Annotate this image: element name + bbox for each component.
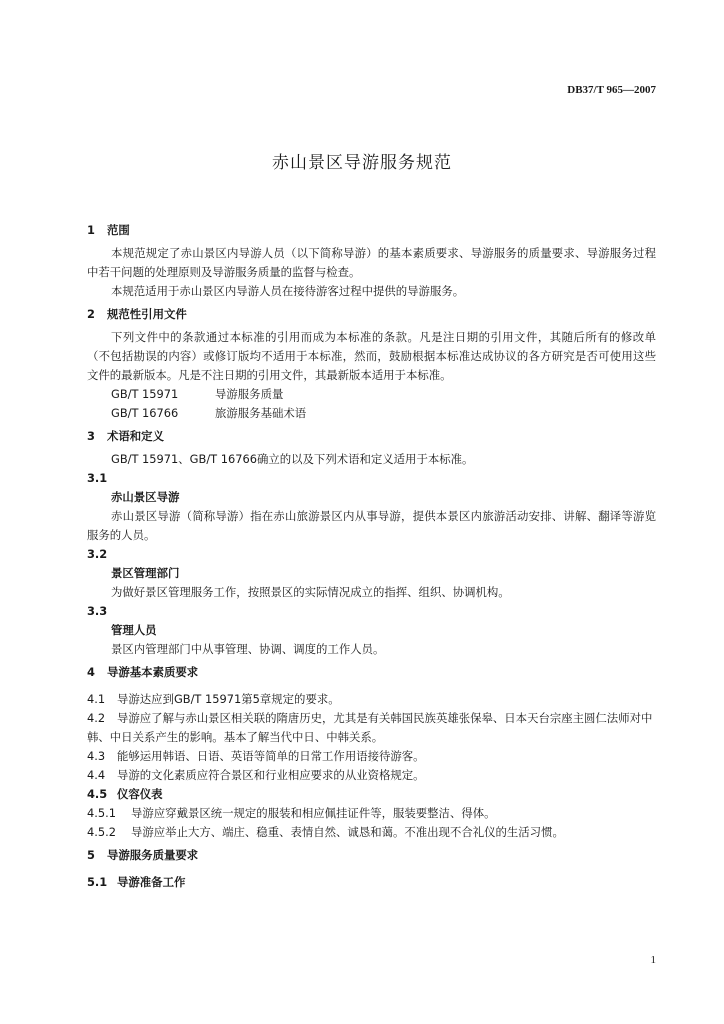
standard-code: DB37/T 965—2007: [567, 84, 656, 96]
section-title: 术语和定义: [107, 429, 164, 443]
term-number: 3.2: [87, 547, 108, 561]
term-definition: 赤山景区导游（简称导游）指在赤山旅游景区内从事导游，提供本景区内旅游活动安排、讲解、翻译等游览服务的人员。: [87, 509, 656, 542]
clause: [87, 709, 656, 747]
paragraph: 下列文件中的条款通过本标准的引用而成为本标准的条款。凡是注日期的引用文件，其随后所有的修改单（不包括勘误的内容）或修订版均不适用于本标准，然而，鼓励根据本标准达成协议的各方研究是否可使用这些文件的最新版本。凡是不注日期的引用文件，其最新版本适用于本标准。: [87, 330, 656, 382]
term-name: 赤山景区导游: [111, 490, 180, 504]
clause-number: 4.3: [87, 749, 106, 763]
paragraph: 本规范规定了赤山景区内导游人员（以下简称导游）的基本素质要求、导游服务的质量要求、导游服务过程中若干问题的处理原则及导游服务质量的监督与检查。: [87, 246, 656, 279]
clause-text: 能够运用韩语、日语、英语等简单的日常工作用语接待游客。: [117, 749, 425, 763]
section-heading-5: [87, 846, 656, 865]
section-number: 4: [87, 665, 95, 679]
reference-name: 旅游服务基础术语: [215, 406, 307, 420]
clause-text: 导游达应到GB/T 15971第5章规定的要求。: [117, 692, 340, 706]
reference-item: [87, 385, 656, 404]
clause: [87, 747, 656, 766]
clause-number: 4.5: [87, 787, 108, 801]
section-title: 范围: [107, 223, 130, 237]
section-number: 5: [87, 848, 95, 862]
section-title: 导游基本素质要求: [107, 665, 199, 679]
section-title: 规范性引用文件: [107, 307, 187, 321]
paragraph: 本规范适用于赤山景区内导游人员在接待游客过程中提供的导游服务。: [111, 284, 465, 298]
clause-text: 导游应了解与赤山景区相关联的隋唐历史，尤其是有关韩国民族英雄张保皋、日本天台宗座主圆仁法师对中韩、中日关系产生的影响。基本了解当代中日、中韩关系。: [87, 711, 653, 744]
subsection-title: 仪容仪表: [117, 787, 163, 801]
term-number: 3.3: [87, 604, 108, 618]
clause-number: 4.5.2: [87, 825, 116, 839]
term-name: 景区管理部门: [111, 566, 180, 580]
reference-name: 导游服务质量: [215, 387, 284, 401]
reference-code: GB/T 16766: [111, 406, 179, 420]
clause-number: 4.2: [87, 711, 106, 725]
clause-number: 4.1: [87, 692, 106, 706]
reference-code: GB/T 15971: [111, 387, 179, 401]
section-heading-4: [87, 663, 656, 682]
clause-text: 导游应举止大方、端庄、稳重、表情自然、诚恳和蔼。不准出现不合礼仪的生活习惯。: [131, 825, 564, 839]
clause: [87, 823, 656, 842]
clause-text: 导游应穿戴景区统一规定的服装和相应佩挂证件等，服装要整洁、得体。: [131, 806, 496, 820]
document-title: 赤山景区导游服务规范: [272, 153, 452, 173]
clause-text: 导游的文化素质应符合景区和行业相应要求的从业资格规定。: [117, 768, 425, 782]
clause-number: 4.4: [87, 768, 106, 782]
section-number: 3: [87, 429, 95, 443]
subsection-title: 导游准备工作: [117, 875, 186, 889]
section-number: 2: [87, 307, 95, 321]
term-number: 3.1: [87, 471, 108, 485]
subsection-heading: [87, 785, 656, 804]
document-body: [87, 215, 656, 892]
clause-number: 5.1: [87, 875, 108, 889]
clause: [87, 766, 656, 785]
clause: [87, 690, 656, 709]
section-number: 1: [87, 223, 95, 237]
section-title: 导游服务质量要求: [107, 848, 199, 862]
paragraph: GB/T 15971、GB/T 16766确立的以及下列术语和定义适用于本标准。: [111, 452, 474, 466]
clause-number: 4.5.1: [87, 806, 116, 820]
section-heading-1: [87, 221, 656, 240]
section-heading-2: [87, 305, 656, 324]
term-name: 管理人员: [111, 623, 157, 637]
section-heading-3: [87, 427, 656, 446]
term-definition: 为做好景区管理服务工作，按照景区的实际情况成立的指挥、组织、协调机构。: [111, 585, 510, 599]
term-definition: 景区内管理部门中从事管理、协调、调度的工作人员。: [111, 642, 385, 656]
subsection-heading: [87, 873, 656, 892]
page-number: 1: [650, 954, 656, 966]
clause: [87, 804, 656, 823]
reference-item: [87, 404, 656, 423]
